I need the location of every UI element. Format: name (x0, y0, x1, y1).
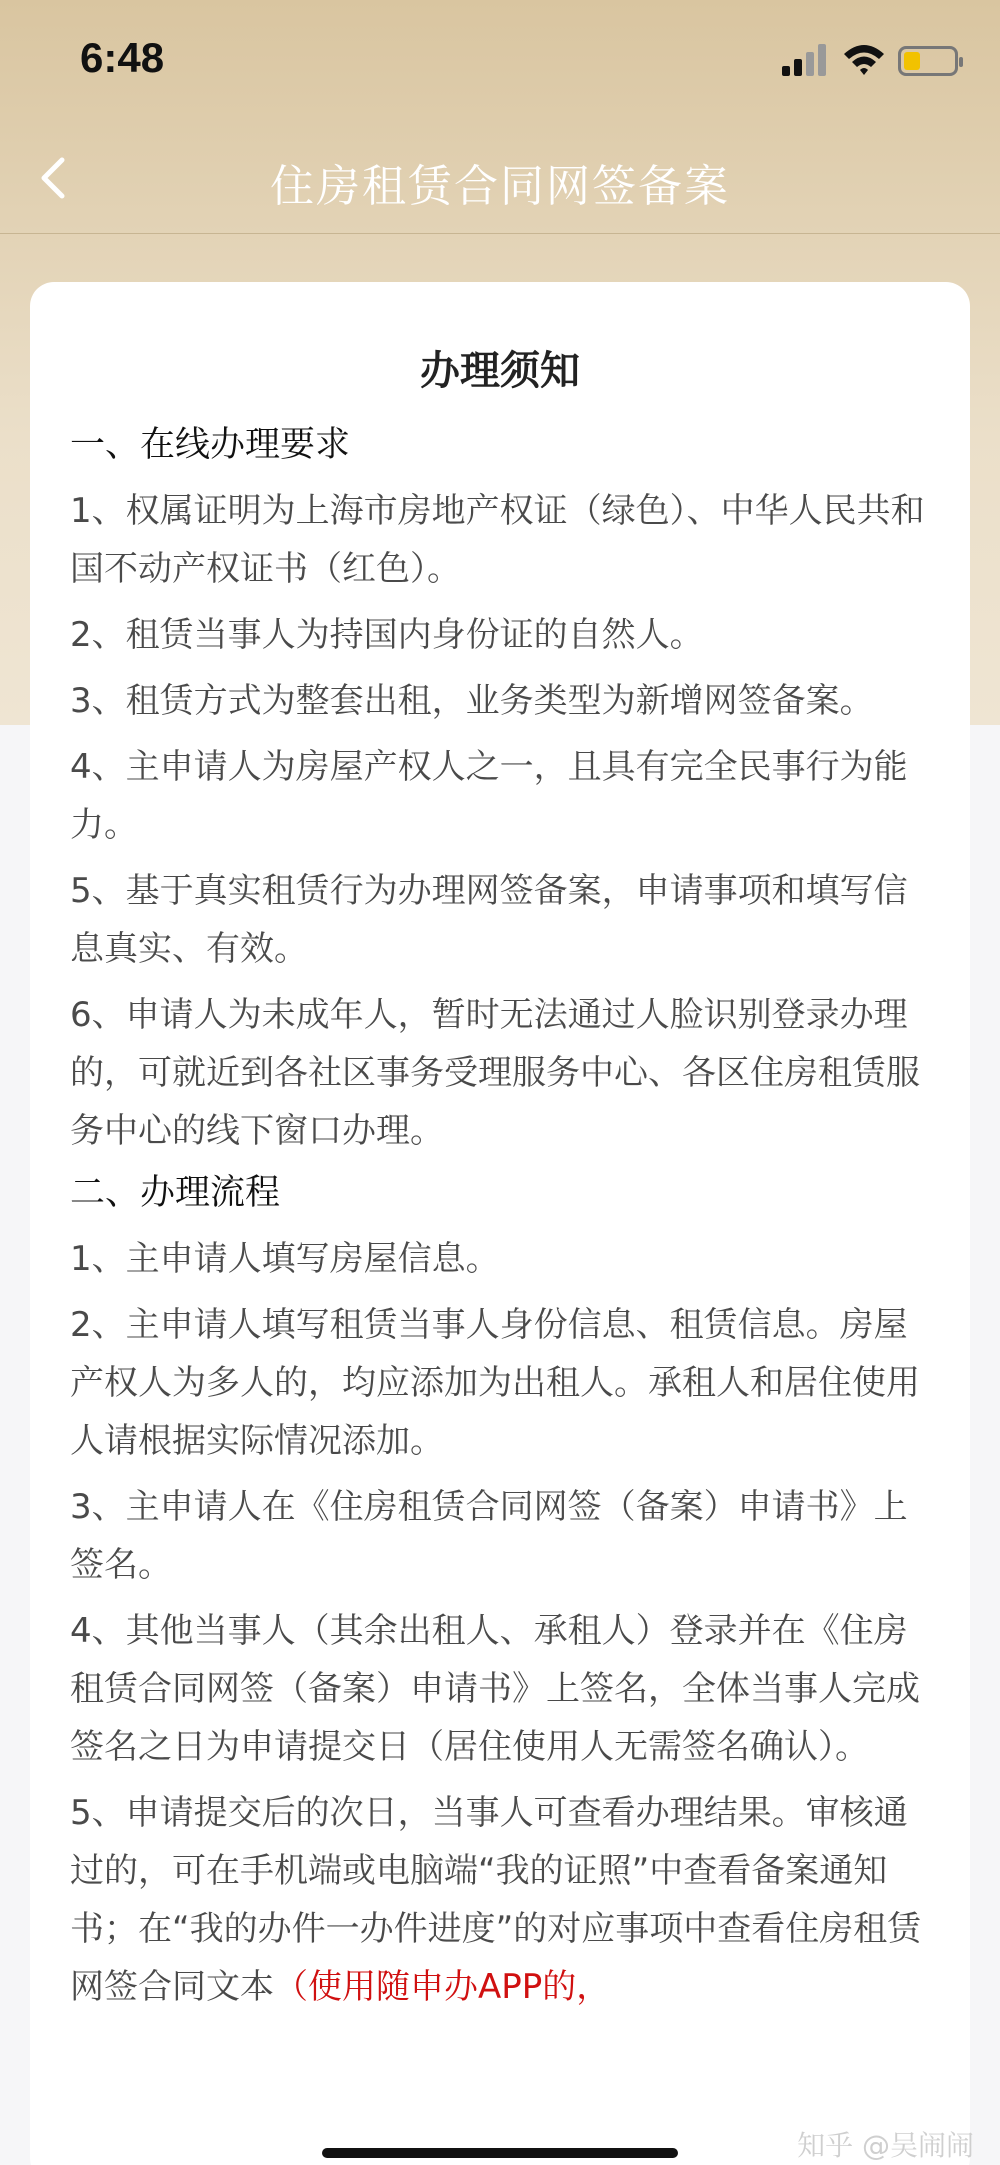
home-indicator[interactable] (322, 2148, 678, 2158)
wifi-icon (842, 42, 886, 76)
list-item: 4、主申请人为房屋产权人之一，且具有完全民事行为能力。 (70, 747, 908, 845)
list-item: 1、主申请人填写房屋信息。 (70, 1239, 500, 1279)
list-item: 6、申请人为未成年人，暂时无法通过人脸识别登录办理的，可就近到各社区事务受理服务中心、各区住房租赁服务中心的线下窗口办理。 (70, 995, 920, 1151)
section-heading-process: 二、办理流程 (70, 1173, 281, 1213)
list-item: 2、主申请人填写租赁当事人身份信息、租赁信息。房屋产权人为多人的，均应添加为出租人。承租人和居住使用人请根据实际情况添加。 (70, 1305, 920, 1461)
section-heading-online-requirements: 一、在线办理要求 (70, 425, 351, 465)
battery-level (904, 52, 920, 70)
watermark: 知乎 @吴闹闹 (797, 2129, 974, 2162)
list-item: 1、权属证明为上海市房地产权证（绿色）、中华人民共和国不动产权证书（红色）。 (70, 491, 925, 589)
nav-bar (0, 120, 1000, 234)
red-note-text: （使用随申办APP的， (274, 1967, 611, 2007)
notice-card (30, 282, 970, 2165)
list-item-text: 5、申请提交后的次日，当事人可查看办理结果。审核通过的，可在手机端或电脑端“我的证照”中查看备案通知书；在“我的办件一办件进度”的对应事项中查看住房租赁网签合同文本 (70, 1793, 922, 2007)
list-item: 2、租赁当事人为持国内身份证的自然人。 (70, 615, 704, 655)
list-item: 4、其他当事人（其余出租人、承租人）登录并在《住房租赁合同网签（备案）申请书》上签名，全体当事人完成签名之日为申请提交日（居住使用人无需签名确认）。 (70, 1611, 920, 1767)
list-item (70, 1784, 930, 2016)
notice-content (30, 416, 970, 2016)
status-bar (0, 0, 1000, 120)
page-title: 住房租赁合同网签备案 (270, 161, 730, 212)
list-item: 3、主申请人在《住房租赁合同网签（备案）申请书》上签名。 (70, 1487, 908, 1585)
status-time: 6:48 (80, 34, 165, 81)
card-title: 办理须知 (420, 348, 580, 394)
list-item: 5、基于真实租赁行为办理网签备案，申请事项和填写信息真实、有效。 (70, 871, 908, 969)
cellular-signal-icon (782, 44, 830, 76)
list-item: 3、租赁方式为整套出租，业务类型为新增网签备案。 (70, 681, 874, 721)
battery-icon (898, 46, 958, 76)
